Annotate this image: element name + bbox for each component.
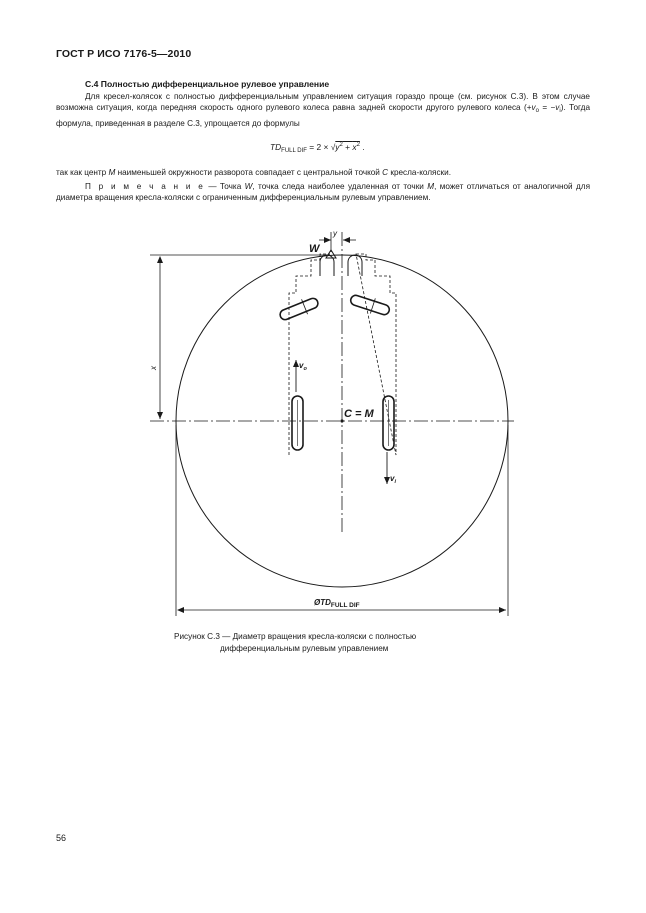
caption-line-2: дифференциальным рулевым управлением xyxy=(220,643,389,653)
para2-a: так как центр xyxy=(56,168,109,177)
label-c-equals-m: C = M xyxy=(344,408,374,420)
para2-d: кресла-коляски. xyxy=(388,168,451,177)
para1-sub-o: o xyxy=(535,108,539,115)
label-vo: $v_o$ xyxy=(299,361,307,372)
formula-plus: + xyxy=(342,142,353,152)
formula-x: x xyxy=(352,142,357,152)
section-title: С.4 Полностью дифференциальное рулевое управление xyxy=(85,79,330,89)
note-c: , может отличаться от аналогичной для диаметра вращения кресла-коляски с ограниченным дифференциальным рулевым управлением. xyxy=(56,182,591,203)
figure-caption xyxy=(174,631,494,654)
formula-lhs: TD xyxy=(270,142,282,152)
formula-td-full-dif: $TD_{FULL DIF} = 2 \times √y^2 + x^2$ . xyxy=(270,142,365,154)
formula-y: y xyxy=(335,142,340,152)
para1-text-a: Для кресел-колясок с полностью дифференциальным управлением ситуация гораздо проще (см. рисунок С.3). В этом случае возможна ситуация, когда передняя скорость одного рулевого колеса равна задней скорости другого рулевого колеса (+ xyxy=(56,92,590,113)
label-y: y xyxy=(333,229,337,238)
note-a: — Точка xyxy=(204,182,245,191)
note-b: , точка следа наиболее удаленная от точки xyxy=(252,182,428,191)
label-x: x xyxy=(149,366,158,370)
note-m: M xyxy=(427,182,435,191)
label-diameter: $ØTD_{FULL DIF}$ xyxy=(314,598,360,609)
para2-c: C xyxy=(382,168,389,177)
para2-b: наименьшей окружности разворота совпадает с центральной точкой xyxy=(115,168,383,177)
formula-rhs: = 2 × √ xyxy=(306,142,336,152)
caster-wheel-right xyxy=(349,291,392,319)
para1-sub-i: i xyxy=(559,108,561,115)
para1-v-i: v xyxy=(555,103,560,113)
para1-eq: = − xyxy=(538,103,556,113)
note-label: П р и м е ч а н и е xyxy=(85,182,205,191)
formula-sub: FULL DIF xyxy=(281,148,307,154)
wheelchair-outline xyxy=(289,254,396,455)
para1-text-b: ). Тогда формула, приведенная в разделе С.3, упрощается до формулы xyxy=(56,103,590,128)
para1-v-o: v xyxy=(531,103,536,113)
formula-end: . xyxy=(359,142,365,152)
note-w: W xyxy=(244,182,253,191)
standard-header: ГОСТ Р ИСО 7176-5—2010 xyxy=(56,48,192,60)
caption-line-1: Рисунок С.3 — Диаметр вращения кресла-коляски с полностью xyxy=(174,632,417,641)
caster-wheel-left xyxy=(277,294,320,324)
para2-m: M xyxy=(108,168,116,177)
label-w: W xyxy=(309,243,320,255)
page-number: 56 xyxy=(56,833,67,843)
label-vi: $v_i$ xyxy=(390,474,396,485)
